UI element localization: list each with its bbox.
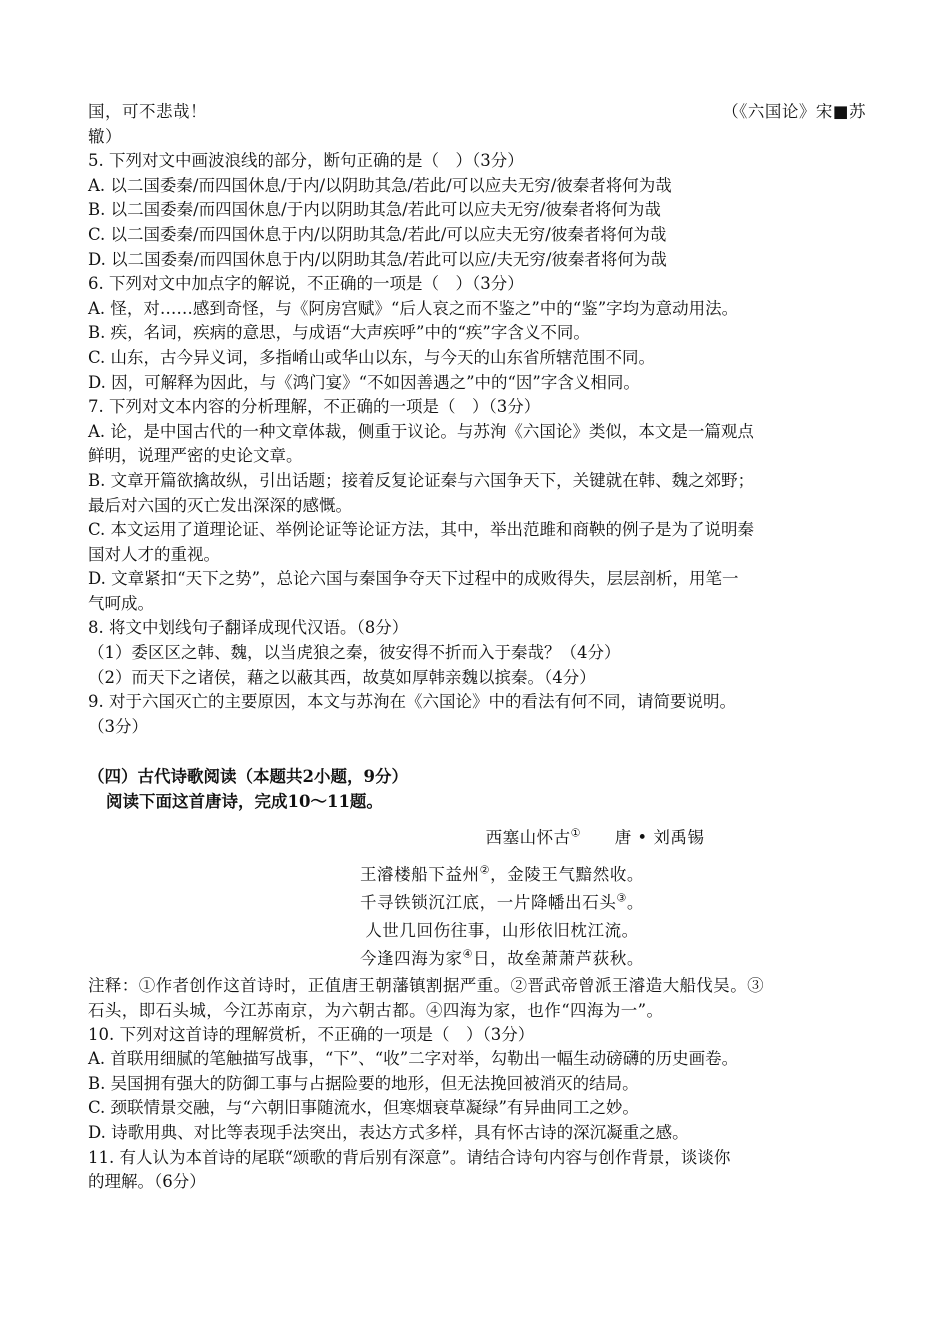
question-5	[88, 149, 866, 272]
poem-note-marker: ②	[479, 863, 491, 877]
question-stem: 11. 有人认为本首诗的尾联“颂歌的背后别有深意”。请结合诗句内容与创作背景，谈谈你	[88, 1147, 731, 1167]
option-b: B. 以二国委秦/而四国休息/于内以阴助其急/若此可以应夫无穷/彼秦者将何为哉	[88, 200, 661, 220]
question-7	[88, 395, 866, 616]
document-page	[88, 100, 866, 1195]
spacer	[88, 739, 866, 765]
passage-source-cont: 辙）	[88, 126, 122, 146]
option-d: D. 以二国委秦/而四国休息于内/以阴助其急/若此可以应/夫无穷/彼秦者将何为哉	[88, 249, 667, 269]
poem-line-4	[88, 945, 866, 973]
question-9	[88, 690, 866, 739]
question-stem: 8. 将文中划线句子翻译成现代汉语。（8分）	[88, 618, 409, 638]
poem-text: 日，故垒萧萧芦荻秋。	[473, 948, 645, 968]
poem-text: 。	[626, 892, 645, 912]
section-instruction: 阅读下面这首唐诗，完成10～11题。	[106, 792, 383, 812]
poem-title-note: ①	[570, 826, 581, 840]
poem-text: 今逢四海为家	[359, 948, 463, 968]
question-stem: 6. 下列对文中加点字的解说，不正确的一项是（ ）（3分）	[88, 274, 524, 294]
option-a: A. 以二国委秦/而四国休息/于内/以阴助其急/若此/可以应夫无穷/彼秦者将何为哉	[88, 175, 672, 195]
poem-note-marker: ④	[462, 947, 474, 961]
passage-ending: 国，可不悲哉！	[88, 102, 207, 121]
question-stem: 10. 下列对这首诗的理解赏析，不正确的一项是（ ）（3分）	[88, 1024, 535, 1044]
passage-source: （《六国论》宋■苏	[722, 102, 866, 121]
question-10	[88, 1023, 866, 1146]
sentence-1: （1）委区区之韩、魏，以当虎狼之秦，彼安得不折而入于秦哉？（4分）	[88, 643, 621, 663]
passage-ending-row	[88, 100, 866, 125]
option-d: D. 诗歌用典、对比等表现手法突出，表达方式多样，具有怀古诗的深沉凝重之感。	[88, 1123, 689, 1142]
question-stem: 5. 下列对文中画波浪线的部分，断句正确的是（ ）（3分）	[88, 151, 524, 171]
option-c: C. 颈联情景交融，与“六朝旧事随流水，但寒烟衰草凝绿”有异曲同工之妙。	[88, 1098, 639, 1118]
poem-line-2	[88, 889, 866, 917]
poem-author: 唐 • 刘禹锡	[614, 827, 705, 847]
section-heading: （四）古代诗歌阅读（本题共2小题，9分）	[88, 767, 408, 787]
notes-line-1: 注释：①作者创作这首诗时，正值唐王朝藩镇割据严重。②晋武帝曾派王濬造大船伐吴。③	[88, 975, 764, 995]
option-a: A. 论，是中国古代的一种文章体裁，侧重于议论。与苏洵《六国论》类似，本文是一篇观点	[88, 421, 754, 441]
poem-text: 王濬楼船下益州	[359, 864, 480, 884]
poem-text: ，金陵王气黯然收。	[490, 864, 645, 884]
question-stem-cont: （3分）	[88, 716, 148, 736]
poem-title-row	[88, 823, 866, 853]
option-a: A. 怪，对……感到奇怪，与《阿房宫赋》“后人哀之而不鉴之”中的“鉴”字均为意动用法。	[88, 298, 739, 318]
poem-text: 千寻铁锁沉江底，一片降幡出石头	[359, 892, 617, 912]
question-11	[88, 1146, 866, 1195]
question-stem: 7. 下列对文本内容的分析理解，不正确的一项是（ ）（3分）	[88, 397, 541, 417]
question-stem-cont: 的理解。（6分）	[88, 1172, 206, 1192]
option-a-cont: 鲜明，说理严密的史论文章。	[88, 446, 303, 466]
option-b: B. 吴国拥有强大的防御工事与占据险要的地形，但无法挽回被消灭的结局。	[88, 1073, 639, 1093]
option-a: A. 首联用细腻的笔触描写战事，“下”、“收”二字对举，勾勒出一幅生动磅礴的历史画卷。	[88, 1049, 739, 1069]
question-stem: 9. 对于六国灭亡的主要原因，本文与苏洵在《六国论》中的看法有何不同，请简要说明。	[88, 692, 736, 712]
option-d: D. 因，可解释为因此，与《鸿门宴》“不如因善遇之”中的“因”字含义相同。	[88, 372, 640, 392]
poem-line-3	[88, 917, 866, 945]
question-6	[88, 272, 866, 395]
poem-title: 西塞山怀古	[485, 827, 571, 847]
poem-line-1	[88, 861, 866, 889]
poem-note-marker: ③	[616, 891, 627, 905]
notes-line-2: 石头，即石头城，今江苏南京，为六朝古都。④四海为家，也作“四海为一”。	[88, 1000, 664, 1020]
poem-text: 人世几回伤往事，山形依旧枕江流。	[365, 920, 639, 940]
option-c: C. 以二国委秦/而四国休息于内/以阴助其急/若此/可以应夫无穷/彼秦者将何为哉	[88, 224, 667, 244]
option-c-cont: 国对人才的重视。	[88, 544, 220, 564]
question-8	[88, 616, 866, 690]
option-b-cont: 最后对六国的灭亡发出深深的感慨。	[88, 495, 352, 515]
option-c: C. 山东，古今异义词，多指崤山或华山以东，与今天的山东省所辖范围不同。	[88, 347, 656, 367]
option-d-cont: 气呵成。	[88, 593, 154, 613]
option-c: C. 本文运用了道理论证、举例论证等论证方法，其中，举出范雎和商鞅的例子是为了说明秦	[88, 520, 755, 540]
option-d: D. 文章紧扣“天下之势”，总论六国与秦国争夺天下过程中的成败得失，层层剖析，用笔一	[88, 569, 739, 589]
option-b: B. 文章开篇欲擒故纵，引出话题；接着反复论证秦与六国争天下，关键就在韩、魏之郊野；	[88, 470, 755, 490]
option-b: B. 疾，名词，疾病的意思，与成语“大声疾呼”中的“疾”字含义不同。	[88, 323, 590, 343]
sentence-2: （2）而天下之诸侯，藉之以蔽其西，故莫如厚韩亲魏以摈秦。（4分）	[88, 667, 596, 687]
poem-notes	[88, 973, 866, 1023]
